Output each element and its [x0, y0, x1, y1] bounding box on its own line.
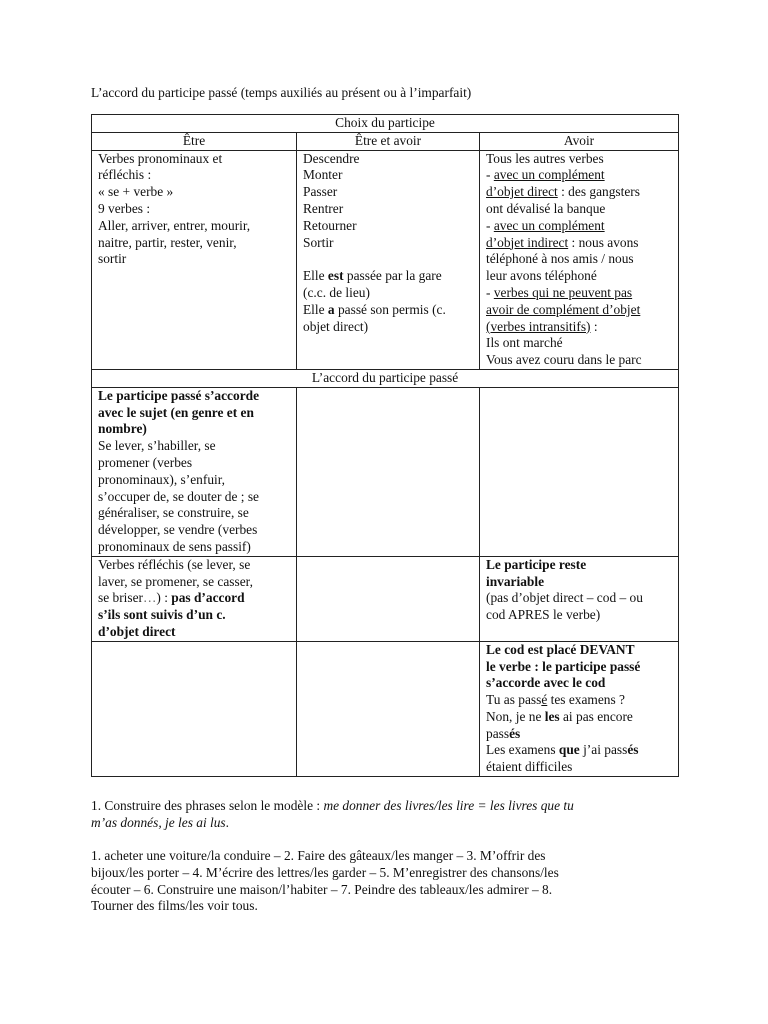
etre-line: naitre, partir, rester, venir,: [98, 234, 237, 250]
verb-item: Passer: [303, 184, 338, 200]
rule-line: pronominaux de sens passif): [98, 538, 251, 554]
avoir-line: ont dévalisé la banque: [486, 200, 606, 216]
example-text: Elle: [303, 301, 328, 317]
table-header: Choix du participe: [92, 115, 679, 133]
etre-line: réfléchis :: [98, 167, 152, 183]
exercise-line: 1. acheter une voiture/la conduire – 2. Faire des gâteaux/les manger – 3. M’offrir des: [91, 848, 546, 863]
verb-item: Sortir: [303, 234, 334, 250]
rule-bold-line: nombre): [98, 421, 147, 437]
agreement-row-3: [92, 641, 679, 776]
example-bold: a: [327, 301, 335, 317]
column-header-etre: Être: [92, 132, 297, 150]
exercise-line: bijoux/les porter – 4. M’écrire des lettres/les garder – 5. M’enregistrer des chansons/les: [91, 864, 559, 880]
rule-line: promener (verbes: [98, 454, 193, 470]
rule-bold-line: le verbe : le participe passé: [486, 658, 641, 674]
model-sentence: m’as donnés, je les ai lus: [91, 814, 226, 830]
model-sentence: me donner des livres/les lire = les livres que tu: [323, 798, 574, 813]
avoir-line: téléphoné à nos amis / nous: [486, 251, 634, 267]
table-header-row: [92, 115, 679, 133]
column-headers-row: [92, 132, 679, 150]
rule-line: Verbes réfléchis (se lever, se: [98, 556, 251, 572]
verb-item: Monter: [303, 167, 343, 183]
etre-line: « se + verbe »: [98, 184, 174, 200]
column-header-avoir: Avoir: [480, 132, 679, 150]
rule-line: pronominaux), s’enfuir,: [98, 471, 226, 487]
example-note: (c.c. de lieu): [303, 284, 370, 300]
example-text: Elle: [303, 268, 328, 284]
verb-item: Rentrer: [303, 200, 344, 216]
rule-line: Les examens que j’ai passés: [486, 742, 639, 758]
rule-line: (pas d’objet direct – cod – ou: [486, 590, 643, 606]
avoir-line: Vous avez couru dans le parc: [486, 352, 642, 368]
instruction-line: m’as donnés, je les ai lus.: [91, 814, 229, 830]
avoir-line: d’objet indirect : nous avons: [486, 234, 639, 250]
example-text: passé son permis (c.: [334, 301, 446, 317]
rule-bold-line: d’objet direct: [98, 623, 176, 639]
section2-header: L’accord du participe passé: [92, 369, 679, 387]
avoir-line: - verbes qui ne peuvent pas: [486, 284, 633, 300]
rule-line: étaient difficiles: [486, 759, 573, 775]
etre-avoir-cell: [297, 150, 480, 369]
avoir-line: leur avons téléphoné: [486, 268, 597, 284]
etre-cell: [92, 150, 297, 369]
etre-line: sortir: [98, 251, 127, 267]
example-avoir: [303, 302, 473, 319]
avoir-line: d’objet direct : des gangsters: [486, 184, 640, 200]
rule-line: laver, se promener, se casser,: [98, 573, 253, 589]
subject-agreement-cell: [92, 387, 297, 556]
rule-line: généraliser, se construire, se: [98, 505, 249, 521]
avoir-line: (verbes intransitifs) :: [486, 318, 598, 334]
section2-header-row: [92, 369, 679, 387]
exercise-instruction: [91, 798, 681, 832]
choice-row: [92, 150, 679, 369]
exercise-items: [91, 848, 681, 915]
rule-bold-line: Le participe passé s’accorde: [98, 387, 260, 403]
rule-line: s’occuper de, se douter de ; se: [98, 488, 259, 504]
avoir-line: avoir de complément d’objet: [486, 301, 641, 317]
rule-bold-line: s’ils sont suivis d’un c.: [98, 607, 226, 623]
reflexive-cell: [92, 556, 297, 641]
empty-cell: [92, 641, 297, 776]
rule-line: Se lever, s’habiller, se: [98, 438, 216, 454]
example-note: objet direct): [303, 318, 369, 334]
empty-cell: [297, 641, 480, 776]
example-bold: est: [327, 268, 344, 284]
rule-line: cod APRES le verbe): [486, 607, 601, 623]
exercise-line: écouter – 6. Construire une maison/l’habiter – 7. Peindre des tableaux/les admirer – 8.: [91, 881, 553, 897]
empty-cell: [297, 387, 480, 556]
cod-before-cell: [480, 641, 679, 776]
rule-bold-line: Le participe reste: [486, 556, 587, 572]
example-etre: [303, 268, 473, 285]
column-header-etre-et-avoir: Être et avoir: [297, 132, 480, 150]
etre-line: 9 verbes :: [98, 200, 151, 216]
empty-cell: [480, 387, 679, 556]
rule-line: passés: [486, 725, 521, 741]
avoir-cell: [480, 150, 679, 369]
invariable-cell: [480, 556, 679, 641]
agreement-row-2: [92, 556, 679, 641]
page-title: L’accord du participe passé (temps auxiliés au présent ou à l’imparfait): [91, 85, 472, 100]
example-text: passée par la gare: [343, 268, 442, 284]
rule-line: développer, se vendre (verbes: [98, 522, 258, 538]
verb-item: Retourner: [303, 217, 357, 233]
avoir-line: Ils ont marché: [486, 335, 563, 351]
avoir-line: - avec un complément: [486, 217, 605, 233]
etre-line: Verbes pronominaux et: [98, 150, 223, 166]
rule-bold-line: s’accorde avec le cod: [486, 675, 606, 691]
rule-line: Tu as passé tes examens ?: [486, 692, 625, 708]
rule-bold-line: Le cod est placé DEVANT: [486, 641, 635, 657]
rule-bold-line: avec le sujet (en genre et en: [98, 404, 254, 420]
rule-bold-line: invariable: [486, 573, 545, 589]
instruction-line: 1. Construire des phrases selon le modèle : me donner des livres/les lire = les livres que tu: [91, 798, 574, 813]
rule-line: Non, je ne les ai pas encore: [486, 708, 633, 724]
exercise-line: Tourner des films/les voir tous.: [91, 898, 258, 914]
rule-line: se briser…) : pas d’accord: [98, 590, 245, 606]
verb-item: Descendre: [303, 150, 360, 166]
etre-line: Aller, arriver, entrer, mourir,: [98, 217, 251, 233]
participle-table: [91, 114, 679, 777]
empty-cell: [297, 556, 480, 641]
agreement-row-1: [92, 387, 679, 556]
avoir-line: - avec un complément: [486, 167, 605, 183]
avoir-line: Tous les autres verbes: [486, 150, 604, 166]
